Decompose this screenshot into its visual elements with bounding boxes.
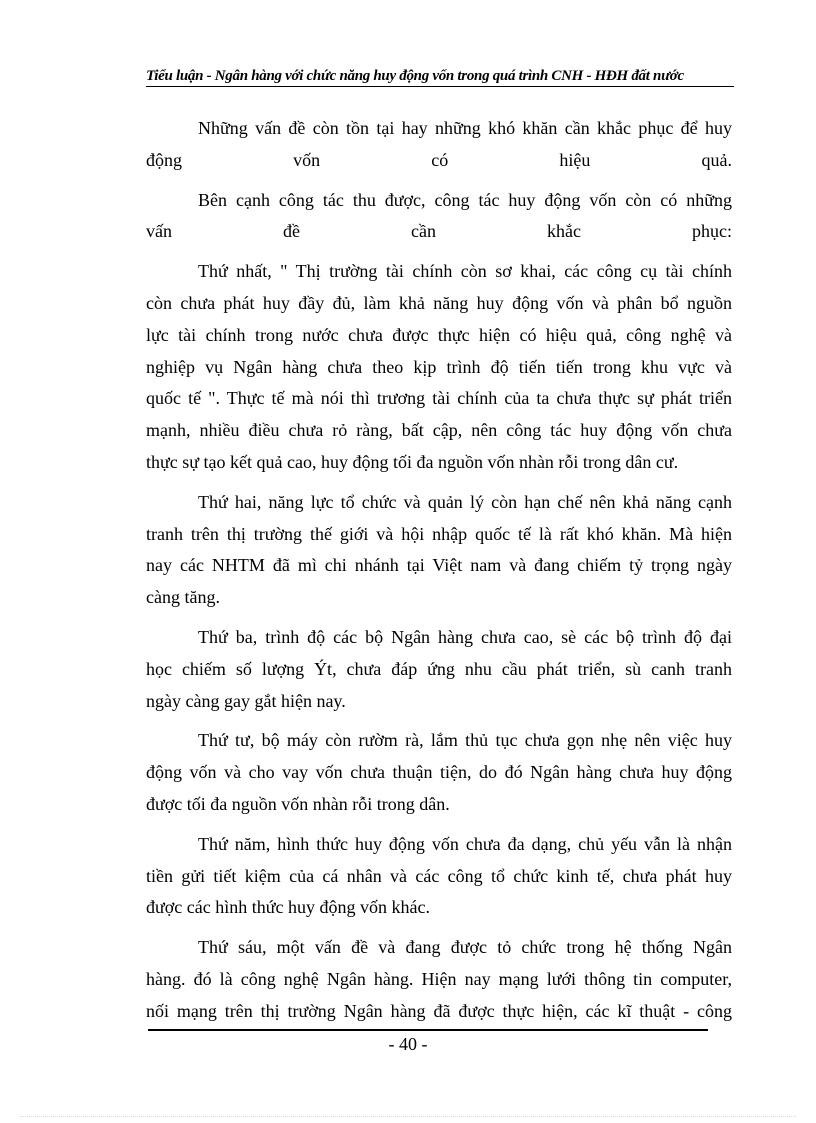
text-line: còn chưa phát huy đầy đủ, làm khả năng huy động vốn và phân bổ nguồn [146,292,732,313]
text-line: quốc tế ". Thực tế mà nói thì trương tài chính của ta chưa thực sự phát triển [146,388,732,409]
text-line: càng tăng. [146,587,220,608]
paragraph-thu-ba [146,622,732,717]
text-line: hàng. đó là công nghệ Ngân hàng. Hiện nay mạng lưới thông tin computer, [146,968,732,989]
text-line: Thứ hai, năng lực tổ chức và quản lý còn hạn chế nên khả năng cạnh [198,491,732,512]
text-line: nghiệp vụ Ngân hàng chưa theo kịp trình độ tiến tiến trong khu vực và [146,356,732,377]
running-header: Tiểu luận - Ngân hàng với chức năng huy động vốn trong quá trình CNH - HĐH đất nước [146,68,684,84]
text-line: động vốn và cho vay vốn chưa thuận tiện, do đó Ngân hàng chưa huy động [146,762,732,783]
paragraph-thu-hai [146,487,732,614]
text-line: được tối đa nguồn vốn nhàn rỗi trong dân. [146,793,450,814]
header-divider [146,86,734,87]
text-line: Thứ ba, trình độ các bộ Ngân hàng chưa cao, sè các bộ trình độ đại [198,626,732,647]
text-line: mạnh, nhiều điều chưa rỏ ràng, bất cập, nên công tác huy động vốn chưa [146,420,732,441]
text-line: động vốn có hiệu quả. [146,149,732,170]
paragraph-thu-nhat [146,256,732,479]
paragraph-ben-canh [146,185,732,249]
text-line: nối mạng trên thị trường Ngân hàng đã được thực hiện, các kĩ thuật - công [146,1000,732,1021]
text-line: Những vấn đề còn tồn tại hay những khó khăn cần khắc phục để huy [198,118,732,138]
paragraph-vấn-đề [146,113,732,177]
text-line: Bên cạnh công tác thu được, công tác huy động vốn còn có những [198,189,732,210]
paragraph-thu-tu [146,725,732,820]
text-line: Thứ nhất, " Thị trường tài chính còn sơ khai, các công cụ tài chính [198,261,732,282]
text-line: nay các NHTM đã mì chi nhánh tại Việt nam và đang chiếm tỷ trọng ngày [146,555,732,576]
text-line: Thứ năm, hình thức huy động vốn chưa đa dạng, chủ yếu vẫn là nhận [198,833,732,854]
text-line: vấn đề cần khắc phục: [146,221,732,242]
text-line: thực sự tạo kết quả cao, huy động tối đa nguồn vốn nhàn rỗi trong dân cư. [146,451,679,472]
paragraph-thu-nam [146,829,732,924]
text-line: Thứ tư, bộ máy còn rườm rà, lắm thủ tục chưa gọn nhẹ nên việc huy [198,730,732,751]
text-line: lực tài chính trong nước chưa được thực hiện có hiệu quả, công nghệ và [146,324,732,345]
page-edge-divider [20,1116,796,1117]
text-line: ngày càng gay gắt hiện nay. [146,690,346,711]
document-body [146,113,732,1036]
footer-divider [148,1029,708,1031]
text-line: học chiếm số lượng Ýt, chưa đáp ứng nhu cầu phát triển, sù canh tranh [146,658,732,679]
text-line: Thứ sáu, một vấn đề và đang được tỏ chức trong hệ thống Ngân [198,937,732,958]
page-number: - 40 - [388,1034,428,1054]
text-line: được các hình thức huy động vốn khác. [146,897,430,918]
text-line: tranh trên thị trường thế giới và hội nhập quốc tế là rất khó khăn. Mà hiện [146,523,732,544]
paragraph-thu-sau [146,932,732,1027]
text-line: tiền gửi tiết kiệm của cá nhân và các công tổ chức kinh tế, chưa phát huy [146,865,732,886]
